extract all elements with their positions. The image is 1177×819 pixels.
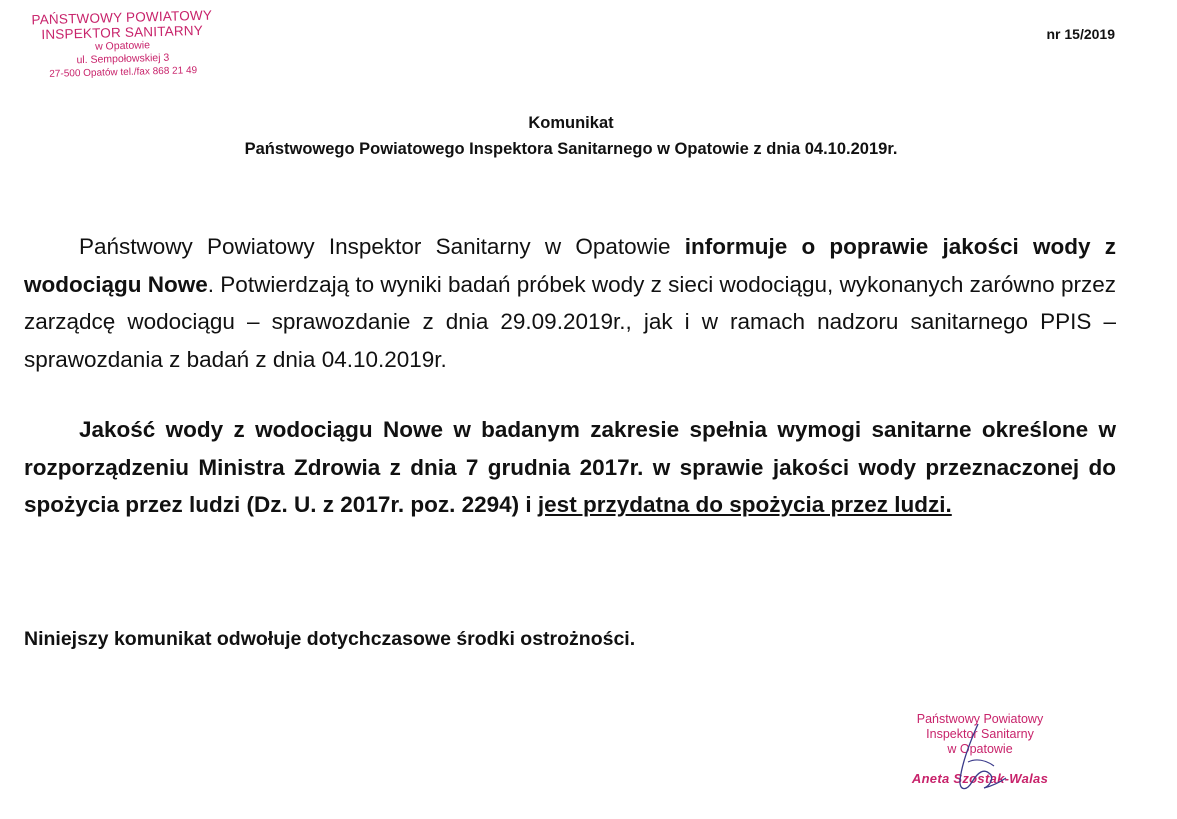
signature-stamp-line-2: Inspektor Sanitarny	[926, 727, 1034, 741]
paragraph-2-underlined: jest przydatna do spożycia przez ludzi.	[537, 492, 952, 517]
document-title: Komunikat	[528, 114, 614, 132]
stamp-line-4: ul. Sempołowskiej 3	[76, 51, 170, 67]
stamp-line-2: INSPEKTOR SANITARNY	[41, 22, 204, 43]
signature-stamp-line-3: w Opatowie	[947, 742, 1013, 756]
stamp-line-3: w Opatowie	[94, 39, 151, 53]
document-subtitle: Państwowego Powiatowego Inspektora Sanitarnego w Opatowie z dnia 04.10.2019r.	[244, 140, 898, 158]
paragraph-1-rest: . Potwierdzają to wyniki badań próbek wody z sieci wodociągu, wykonanych zarówno przez zarządcę wodociągu – sprawozdanie z dnia 29.09.2019r., jak i w ramach nadzoru sanitarnego PPIS – sprawozdania z badań z dnia 04.10.2019r.	[24, 271, 1116, 372]
signature-stamp-line-1: Państwowy Powiatowy	[916, 712, 1044, 726]
signatory-name: Aneta Szostak-Walas	[911, 771, 1049, 786]
stamp-line-1: PAŃSTWOWY POWIATOWY	[31, 7, 213, 28]
paragraph-2-text: Jakość wody z wodociągu Nowe w badanym zakresie spełnia wymogi sanitarne określone w rozporządzeniu Ministra Zdrowia z dnia 7 grudnia 2017r. w sprawie jakości wody przeznaczonej do spożycia przez ludzi (Dz. U. z 2017r. poz. 2294) i	[24, 417, 1116, 517]
handwritten-signature	[940, 722, 1020, 802]
document-number: nr 15/2019	[1046, 26, 1115, 42]
stamp-line-5: 27-500 Opatów tel./fax 868 21 49	[49, 65, 198, 80]
office-stamp	[9, 7, 236, 82]
paragraph-1-bold: informuje o poprawie jakości wody z wodociągu Nowe	[24, 234, 1116, 297]
paragraph-1	[24, 228, 1116, 378]
paragraph-2	[24, 411, 1116, 524]
closing-statement: Niniejszy komunikat odwołuje dotychczasowe środki ostrożności.	[24, 628, 636, 650]
paragraph-1-intro: Państwowy Powiatowy Inspektor Sanitarny w Opatowie	[79, 234, 685, 259]
